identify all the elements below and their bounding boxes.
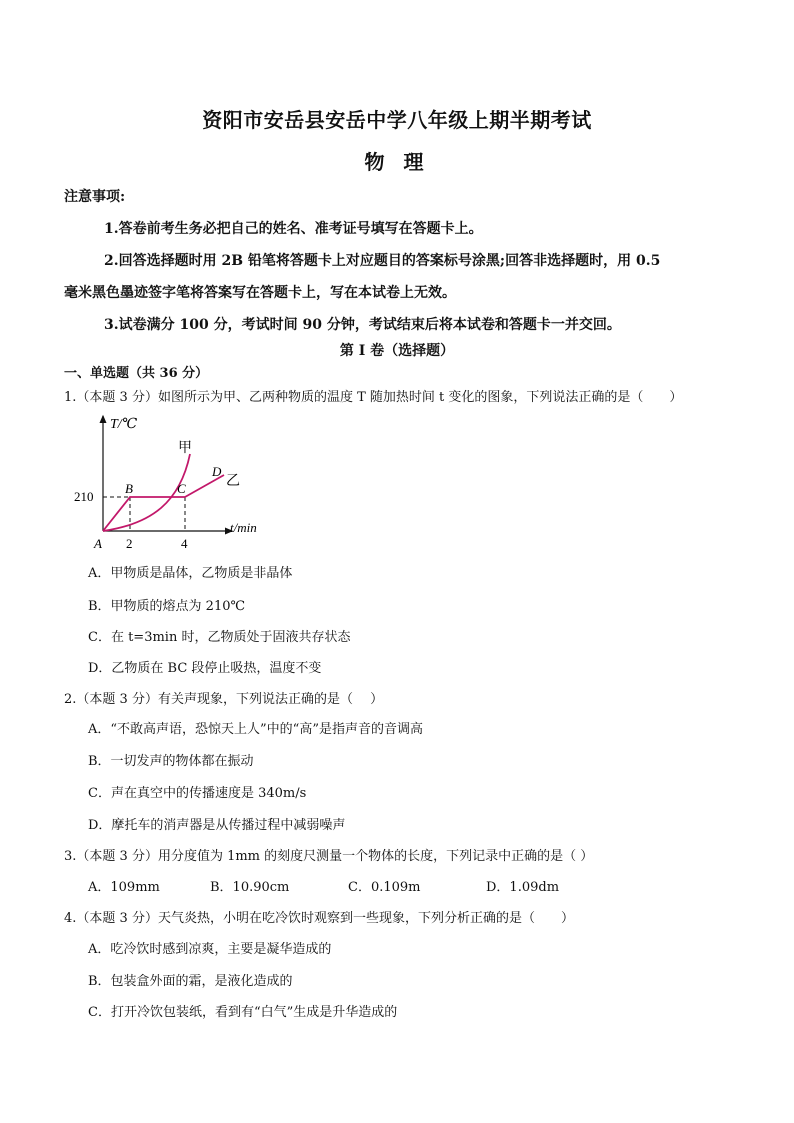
q2-option-a: A．“不敢高声语，恐惊天上人”中的“高”是指声音的音调高 [88, 722, 423, 737]
curve-jia-label: 甲 [178, 441, 192, 456]
x-tick-4: 4 [181, 536, 188, 551]
point-c-label: C [177, 481, 186, 496]
q1-option-d: D．乙物质在 BC 段停止吸热，温度不变 [88, 661, 322, 676]
q3-option-c: C．0.109m [348, 880, 421, 895]
q2-option-b: B．一切发声的物体都在振动 [88, 754, 254, 769]
point-d-label: D [212, 464, 222, 479]
notice-item-2-cont: 毫米黑色墨迹签字笔将答案写在答题卡上，写在本试卷上无效。 [64, 285, 456, 301]
x-tick-2: 2 [126, 536, 133, 551]
question-4-stem: 4.（本题 3 分）天气炎热，小明在吃冷饮时观察到一些现象，下列分析正确的是（ ） [64, 911, 574, 926]
question-1-stem: 1.（本题 3 分）如图所示为甲、乙两种物质的温度 T 随加热时间 t 变化的图象，下列说法正确的是（ ） [64, 390, 683, 405]
q3-option-d: D．1.09dm [486, 880, 560, 895]
notice-item-3: 3.试卷满分 100 分，考试时间 90 分钟，考试结束后将本试卷和答题卡一并交回。 [104, 317, 621, 333]
volume-title: 第 I 卷（选择题） [339, 343, 455, 359]
question-2-stem: 2.（本题 3 分）有关声现象，下列说法正确的是（ ） [64, 692, 384, 707]
q1-option-a: A．甲物质是晶体，乙物质是非晶体 [88, 566, 293, 581]
temperature-time-graph [72, 406, 282, 556]
notice-heading: 注意事项: [64, 189, 126, 205]
q4-option-c: C．打开冷饮包装纸，看到有“白气”生成是升华造成的 [88, 1005, 398, 1020]
curve-yi-label: 乙 [226, 474, 240, 489]
subject-title: 物 理 [364, 150, 430, 174]
y-axis-label: T/℃ [110, 417, 138, 432]
notice-item-1: 1.答卷前考生务必把自己的姓名、准考证号填写在答题卡上。 [104, 221, 483, 237]
notice-item-2: 2.回答选择题时用 2B 铅笔将答题卡上对应题目的答案标号涂黑;回答非选择题时，用 0.5 [104, 253, 661, 269]
point-b-label: B [125, 481, 133, 496]
x-axis-label: t/min [230, 520, 257, 535]
q4-option-a: A．吃冷饮时感到凉爽，主要是凝华造成的 [88, 942, 332, 957]
question-3-stem: 3.（本题 3 分）用分度值为 1mm 的刻度尺测量一个物体的长度，下列记录中正确的是（ ） [64, 849, 594, 864]
q3-option-b: B．10.90cm [210, 880, 290, 895]
exam-title: 资阳市安岳县安岳中学八年级上期半期考试 [202, 108, 592, 132]
q1-option-b: B．甲物质的熔点为 210℃ [88, 599, 246, 614]
q2-option-d: D．摩托车的消声器是从传播过程中减弱噪声 [88, 818, 346, 833]
section-title: 一、单选题（共 36 分） [64, 366, 209, 381]
curve-yi [103, 475, 224, 531]
point-a-label: A [94, 536, 102, 551]
q4-option-b: B．包装盒外面的霜，是液化造成的 [88, 974, 293, 989]
q2-option-c: C．声在真空中的传播速度是 340m/s [88, 786, 307, 801]
y-tick-210: 210 [74, 489, 94, 504]
q1-option-c: C．在 t=3min 时，乙物质处于固液共存状态 [88, 630, 351, 645]
q3-option-a: A．109mm [88, 880, 160, 895]
